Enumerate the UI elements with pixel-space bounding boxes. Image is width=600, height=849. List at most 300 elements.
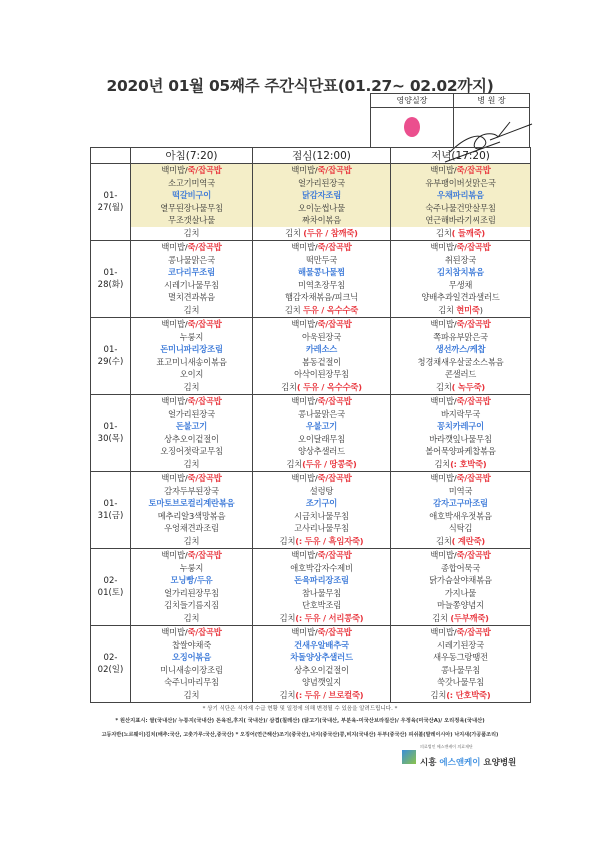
- menu-item: [253, 510, 390, 523]
- menu-item: [131, 318, 252, 331]
- menu-item: [391, 562, 530, 575]
- menu-item-text: 건새우알배추국: [294, 639, 349, 650]
- menu-item-text: 메추리알3색망볶음: [157, 510, 226, 521]
- menu-item-text: 김치: [183, 458, 200, 469]
- menu-item: [391, 599, 530, 612]
- origin-info-line-1: * 원산지표시: 쌀(국내산)/ 누룽지(국내산) 돈육전,후지( 국내산)/ 삼겹(칠레산) (닭고기(국내산, 부분육-미국산브라질산)/ 우정육(미국산A)/ 오리정육(국내산): [115, 718, 485, 724]
- menu-item-text: 종합어묵국: [440, 562, 481, 573]
- menu-item: [391, 510, 530, 523]
- menu-item-text: 죽/잡곡밥: [317, 473, 352, 483]
- menu-item-text: 볼어묵양파케찹볶음: [425, 446, 496, 457]
- menu-item-text: 죽/잡곡밥: [317, 319, 352, 329]
- meal-cell-lunch: [253, 472, 391, 549]
- menu-item: [391, 574, 530, 587]
- meal-cell-breakfast: [131, 549, 253, 626]
- menu-item-text: 닭감자조림: [301, 190, 342, 201]
- menu-item-text: 죽/잡곡밥: [456, 396, 491, 406]
- menu-item-text: 두유 / 옥수수죽: [302, 304, 359, 315]
- menu-item-text: 떡만두국: [305, 254, 338, 265]
- menu-item-text: 애호박새우젓볶음: [429, 510, 492, 521]
- menu-item-text: 미니새송이장조림: [160, 664, 223, 675]
- menu-item-text: 죽/잡곡밥: [187, 242, 222, 252]
- menu-item-text: (두부깨죽): [450, 612, 489, 623]
- menu-item-text: 죽/잡곡밥: [187, 396, 222, 406]
- day-row: [91, 241, 531, 318]
- menu-item-text: 김치: [183, 689, 200, 700]
- menu-item-text: 돈육파리장조림: [294, 575, 349, 586]
- menu-item-text: 닭가슴살야채볶음: [429, 575, 492, 586]
- menu-item-text: 우채파리볶음: [437, 190, 484, 201]
- menu-item: [131, 356, 252, 369]
- menu-item: [131, 214, 252, 227]
- menu-item: [391, 189, 530, 202]
- menu-item: [253, 626, 390, 639]
- menu-item: [131, 279, 252, 292]
- menu-item-text: 얼가리된장무침: [164, 587, 219, 598]
- meal-cell-breakfast: [131, 472, 253, 549]
- menu-item-text: 얼가리된장국: [168, 408, 215, 419]
- menu-item-text: 죽/잡곡밥: [187, 550, 222, 560]
- menu-item: [391, 549, 530, 562]
- menu-item-text: 백미밥/: [161, 396, 188, 406]
- meal-cell-lunch: [253, 549, 391, 626]
- menu-item-text: 백미밥/: [430, 627, 457, 637]
- menu-item-text: 오이달래무침: [298, 433, 345, 444]
- menu-item: [391, 227, 530, 240]
- menu-item-text: 백미밥/: [430, 396, 457, 406]
- menu-item-text: 생선까스/케찹: [435, 344, 486, 355]
- menu-item: [253, 587, 390, 600]
- menu-item: [391, 279, 530, 292]
- menu-item: [253, 266, 390, 279]
- page-title: 2020년 01월 05째주 주간식단표(01.27~ 02.02까지): [106, 77, 494, 95]
- menu-item: [391, 458, 530, 471]
- menu-item: [253, 227, 390, 240]
- menu-item: [391, 522, 530, 535]
- menu-item: [391, 356, 530, 369]
- menu-item: [131, 549, 252, 562]
- menu-item: [131, 599, 252, 612]
- menu-item-text: 코다리무조림: [168, 267, 215, 278]
- day-row: [91, 626, 531, 703]
- menu-item: [391, 291, 530, 304]
- menu-item-text: 백미밥/: [430, 473, 457, 483]
- menu-item-text: 백미밥/: [291, 319, 318, 329]
- day-label: 01-31(금): [91, 472, 131, 549]
- menu-item-text: 백미밥/: [291, 627, 318, 637]
- menu-item-text: 시금치나물무침: [294, 510, 349, 521]
- menu-item: [131, 689, 252, 702]
- logo-subtitle: 의료법인 에스앤케이 의료재단: [420, 744, 473, 749]
- menu-item: [253, 241, 390, 254]
- menu-item-text: 설렁탕: [309, 485, 334, 496]
- menu-item: [253, 612, 390, 625]
- menu-item-text: 죽/잡곡밥: [456, 242, 491, 252]
- menu-item-text: 콘샐러드: [444, 369, 477, 380]
- meal-cell-dinner: [391, 549, 531, 626]
- menu-item: [131, 343, 252, 356]
- menu-item-text: 상추오이겉절이: [164, 433, 219, 444]
- menu-item-text: (: 호박죽): [450, 458, 487, 469]
- menu-item: [391, 445, 530, 458]
- menu-item-text: ( 계란죽): [451, 535, 485, 546]
- menu-item-text: 백미밥/: [291, 396, 318, 406]
- menu-item-text: 백미밥/: [161, 165, 188, 175]
- menu-item: [253, 189, 390, 202]
- menu-item: [391, 318, 530, 331]
- menu-item-text: (두유 / 참깨죽): [303, 227, 358, 238]
- menu-item-text: 김치: [436, 535, 452, 546]
- menu-item-text: 고사리나물무침: [294, 523, 349, 534]
- menu-item-text: 죽/잡곡밥: [317, 396, 352, 406]
- menu-item-text: 오징어젓락교무침: [160, 446, 223, 457]
- header-dinner: 저녁(17:20): [391, 148, 531, 164]
- header-row: [91, 148, 531, 164]
- menu-item: [253, 639, 390, 652]
- menu-item-text: 카레소스: [305, 344, 338, 355]
- menu-item: [391, 626, 530, 639]
- menu-item: [253, 408, 390, 421]
- menu-item: [131, 241, 252, 254]
- meal-cell-lunch: [253, 241, 391, 318]
- day-label: 01-28(화): [91, 241, 131, 318]
- menu-item: [253, 356, 390, 369]
- menu-item-text: 차돌양상추샐러드: [290, 652, 353, 663]
- menu-item: [131, 497, 252, 510]
- menu-item: [253, 485, 390, 498]
- menu-item-text: 김치: [432, 612, 451, 623]
- day-row: [91, 395, 531, 472]
- menu-item-text: (두유 / 땅콩죽): [302, 458, 357, 469]
- day-label: 01-30(목): [91, 395, 131, 472]
- day-label: 01-27(월): [91, 164, 131, 241]
- day-row: [91, 164, 531, 241]
- menu-item: [253, 420, 390, 433]
- menu-item-text: 김치: [183, 535, 200, 546]
- menu-item-text: 김치: [279, 535, 296, 546]
- menu-item: [391, 381, 530, 394]
- meal-cell-lunch: [253, 395, 391, 472]
- menu-item: [253, 651, 390, 664]
- menu-item-text: 백미밥/: [430, 242, 457, 252]
- menu-item-text: 죽/잡곡밥: [187, 473, 222, 483]
- menu-item-text: 미역초장무침: [298, 279, 345, 290]
- menu-item-text: (: 두유 / 브로컬죽): [295, 689, 364, 700]
- menu-item-text: 해물콩나물찜: [298, 267, 345, 278]
- menu-item-text: 김치: [284, 304, 303, 315]
- menu-item-text: 백미밥/: [291, 242, 318, 252]
- meal-cell-breakfast: [131, 395, 253, 472]
- menu-item: [391, 304, 530, 317]
- menu-item-text: 감자고구마조림: [433, 498, 488, 509]
- menu-item: [391, 689, 530, 702]
- menu-item-text: 멸치견과볶음: [168, 292, 215, 303]
- menu-item: [253, 497, 390, 510]
- day-label: 02-02(일): [91, 626, 131, 703]
- menu-item-text: 바라깻잎나물무침: [429, 433, 492, 444]
- menu-item-text: 콩나물맑은국: [168, 254, 215, 265]
- meal-cell-dinner: [391, 472, 531, 549]
- menu-item-text: 쪽파유부맑은국: [433, 331, 488, 342]
- menu-item-text: 가지나물: [444, 587, 477, 598]
- menu-item-text: 상추오이겉절이: [294, 664, 349, 675]
- menu-item-text: ( 두유 / 옥수수죽): [296, 381, 362, 392]
- menu-item: [131, 485, 252, 498]
- menu-item: [131, 510, 252, 523]
- menu-item: [131, 177, 252, 190]
- menu-item-text: 떡갈비구이: [171, 190, 212, 201]
- meal-cell-breakfast: [131, 241, 253, 318]
- menu-item-text: 김치: [183, 227, 200, 238]
- menu-item-text: 시레기나물무침: [164, 279, 219, 290]
- menu-item: [131, 639, 252, 652]
- menu-item-text: (: 단호박죽): [446, 689, 491, 700]
- menu-item-text: 백미밥/: [430, 550, 457, 560]
- meal-cell-dinner: [391, 395, 531, 472]
- menu-item: [253, 433, 390, 446]
- menu-item: [131, 202, 252, 215]
- menu-item: [253, 214, 390, 227]
- menu-item: [131, 227, 252, 240]
- menu-item: [391, 587, 530, 600]
- menu-item-text: 현미죽: [456, 304, 480, 315]
- menu-item-text: 애호박감자수제비: [290, 562, 353, 573]
- menu-item-text: 양배추과일견과샐러드: [421, 292, 500, 303]
- logo-name-suffix: 요양병원: [480, 758, 517, 768]
- menu-item-text: 김치: [281, 381, 297, 392]
- menu-item-text: 김치: [279, 612, 296, 623]
- menu-item: [253, 549, 390, 562]
- menu-item: [131, 445, 252, 458]
- menu-item: [131, 535, 252, 548]
- menu-item-text: 김치: [183, 304, 200, 315]
- menu-item: [131, 676, 252, 689]
- menu-item-text: 오이지: [179, 369, 204, 380]
- menu-item-text: 돈미니파리장조림: [160, 344, 223, 355]
- menu-item-text: 청경채새우살굴소스볶음: [417, 356, 504, 367]
- menu-item: [131, 368, 252, 381]
- menu-item-text: 유부팽이버섯맑은국: [425, 177, 496, 188]
- menu-item-text: 감자두부된장국: [164, 485, 219, 496]
- menu-item: [391, 241, 530, 254]
- menu-item: [131, 587, 252, 600]
- menu-item-text: 죽/잡곡밥: [187, 627, 222, 637]
- menu-item-text: 죽/잡곡밥: [317, 242, 352, 252]
- meal-cell-breakfast: [131, 164, 253, 241]
- menu-item: [391, 177, 530, 190]
- menu-item-text: 죽/잡곡밥: [187, 319, 222, 329]
- seal-stamp: [404, 117, 420, 137]
- menu-item: [391, 651, 530, 664]
- menu-item-text: 바지락무국: [440, 408, 481, 419]
- menu-item: [131, 574, 252, 587]
- menu-item-text: 백미밥/: [291, 550, 318, 560]
- menu-item: [391, 535, 530, 548]
- menu-item-text: 쑥갓나물무침: [437, 677, 484, 688]
- menu-item: [391, 343, 530, 356]
- menu-item: [391, 639, 530, 652]
- menu-item-text: 백미밥/: [161, 242, 188, 252]
- menu-item-text: 모닝빵/두유: [170, 575, 213, 586]
- menu-item: [391, 676, 530, 689]
- menu-item: [253, 472, 390, 485]
- menu-item: [253, 331, 390, 344]
- menu-item-text: 단호박조림: [301, 600, 342, 611]
- menu-item-text: 숙주니마리무침: [164, 677, 219, 688]
- menu-item: [253, 343, 390, 356]
- menu-item: [253, 689, 390, 702]
- menu-item: [391, 266, 530, 279]
- menu-item-text: 김치: [436, 227, 452, 238]
- menu-item: [253, 254, 390, 267]
- menu-item: [253, 164, 390, 177]
- menu-item: [131, 408, 252, 421]
- menu-item: [253, 535, 390, 548]
- menu-item-text: 우엉채견과조림: [164, 523, 219, 534]
- change-notice: * 상기 식단은 식자재 수급 현황 및 일정에 의해 변경될 수 있음을 알려드립니다. *: [202, 706, 398, 712]
- day-label: 02-01(토): [91, 549, 131, 626]
- menu-item-text: 백미밥/: [291, 473, 318, 483]
- menu-item-text: 열무된장나물무침: [160, 202, 223, 213]
- menu-item-text: 식탁김: [448, 523, 473, 534]
- menu-item: [253, 291, 390, 304]
- menu-item-text: 김치: [183, 381, 200, 392]
- menu-item: [131, 562, 252, 575]
- menu-item: [391, 497, 530, 510]
- logo-name-accent: 에스앤케이: [439, 758, 481, 768]
- menu-item: [253, 202, 390, 215]
- menu-item: [253, 676, 390, 689]
- menu-item-text: 시레기된장국: [437, 639, 484, 650]
- menu-item-text: 콩나물맑은국: [298, 408, 345, 419]
- menu-item: [131, 266, 252, 279]
- menu-item-text: 우불고기: [305, 421, 338, 432]
- menu-item-text: 조기구이: [305, 498, 338, 509]
- menu-item: [253, 381, 390, 394]
- menu-item-text: 김치: [436, 381, 452, 392]
- menu-item: [131, 420, 252, 433]
- menu-item-text: 토마토브로컬리계란볶음: [148, 498, 235, 509]
- meal-cell-breakfast: [131, 318, 253, 395]
- menu-item: [391, 664, 530, 677]
- menu-item: [391, 433, 530, 446]
- menu-item-text: 표고미니새송이볶음: [156, 356, 227, 367]
- menu-item-text: 백미밥/: [161, 473, 188, 483]
- meal-cell-lunch: [253, 318, 391, 395]
- menu-item: [131, 651, 252, 664]
- menu-item: [253, 177, 390, 190]
- menu-item: [391, 368, 530, 381]
- menu-item: [131, 472, 252, 485]
- menu-item: [391, 202, 530, 215]
- menu-item-text: 죽/잡곡밥: [456, 473, 491, 483]
- menu-item: [131, 164, 252, 177]
- menu-item-text: 누룽지: [179, 562, 204, 573]
- menu-item: [391, 612, 530, 625]
- menu-item: [253, 562, 390, 575]
- menu-item-text: 죽/잡곡밥: [317, 550, 352, 560]
- menu-item: [391, 408, 530, 421]
- menu-item: [253, 368, 390, 381]
- menu-item: [253, 458, 390, 471]
- menu-item: [131, 395, 252, 408]
- menu-item-text: 새우동그랑땡전: [433, 652, 488, 663]
- menu-item: [131, 664, 252, 677]
- menu-item-text: ( 녹두죽): [451, 381, 485, 392]
- menu-item: [391, 420, 530, 433]
- menu-item: [131, 433, 252, 446]
- menu-item: [253, 279, 390, 292]
- day-label: 01-29(수): [91, 318, 131, 395]
- menu-item-text: 죽/잡곡밥: [187, 165, 222, 175]
- hospital-logo-icon: [402, 750, 416, 764]
- menu-item-text: (: 두유 / 서리콩죽): [295, 612, 364, 623]
- menu-item: [131, 189, 252, 202]
- menu-item-text: ( 들깨죽): [451, 227, 485, 238]
- menu-item: [391, 164, 530, 177]
- menu-item: [131, 331, 252, 344]
- menu-item-text: 마늘쫑양념지: [437, 600, 484, 611]
- meal-cell-dinner: [391, 318, 531, 395]
- menu-item-text: 아욱된장국: [301, 331, 342, 342]
- approval-label-director: 병 원 장: [453, 94, 529, 108]
- menu-item: [391, 395, 530, 408]
- menu-item-text: (: 두유 / 흑임자죽): [295, 535, 364, 546]
- menu-item-text: 꽁치카레구이: [437, 421, 484, 432]
- menu-item-text: 백미밥/: [161, 550, 188, 560]
- menu-item: [253, 599, 390, 612]
- menu-item-text: 백미밥/: [161, 319, 188, 329]
- logo-name: [420, 758, 516, 768]
- menu-item: [131, 626, 252, 639]
- menu-item-text: 백미밥/: [430, 319, 457, 329]
- menu-item-text: 김치: [430, 689, 447, 700]
- menu-item-text: 봄동겉절이: [301, 356, 342, 367]
- menu-item: [253, 395, 390, 408]
- header-day: [91, 148, 131, 164]
- hospital-logo: [402, 744, 516, 769]
- menu-item-text: 백미밥/: [291, 165, 318, 175]
- menu-item-text: 찹쌀야채죽: [171, 639, 212, 650]
- day-row: [91, 318, 531, 395]
- menu-item-text: 김치: [285, 227, 304, 238]
- menu-item: [391, 214, 530, 227]
- menu-item-text: 죽/잡곡밥: [317, 627, 352, 637]
- menu-item-text: 소고기미역국: [168, 177, 215, 188]
- day-row: [91, 549, 531, 626]
- menu-item-text: 김치: [286, 458, 303, 469]
- menu-item-text: 백미밥/: [430, 165, 457, 175]
- menu-item: [253, 664, 390, 677]
- menu-item-text: 콩나물무침: [440, 664, 481, 675]
- menu-item-text: 김치: [183, 612, 200, 623]
- menu-item-text: 숙주나물건맛살무침: [425, 202, 496, 213]
- menu-item-text: 미역국: [448, 485, 473, 496]
- menu-item-text: 양상추샐러드: [298, 446, 345, 457]
- menu-item-text: 김치: [279, 689, 296, 700]
- menu-item-text: 죽/잡곡밥: [456, 627, 491, 637]
- menu-item: [253, 304, 390, 317]
- header-breakfast: 아침(7:20): [131, 148, 253, 164]
- menu-item-text: ): [479, 304, 483, 315]
- menu-item: [253, 574, 390, 587]
- menu-item: [131, 458, 252, 471]
- meal-cell-lunch: [253, 626, 391, 703]
- menu-item: [253, 445, 390, 458]
- header-lunch: 점심(12:00): [253, 148, 391, 164]
- menu-item-text: 죽/잡곡밥: [456, 550, 491, 560]
- menu-item-text: 취된장국: [444, 254, 477, 265]
